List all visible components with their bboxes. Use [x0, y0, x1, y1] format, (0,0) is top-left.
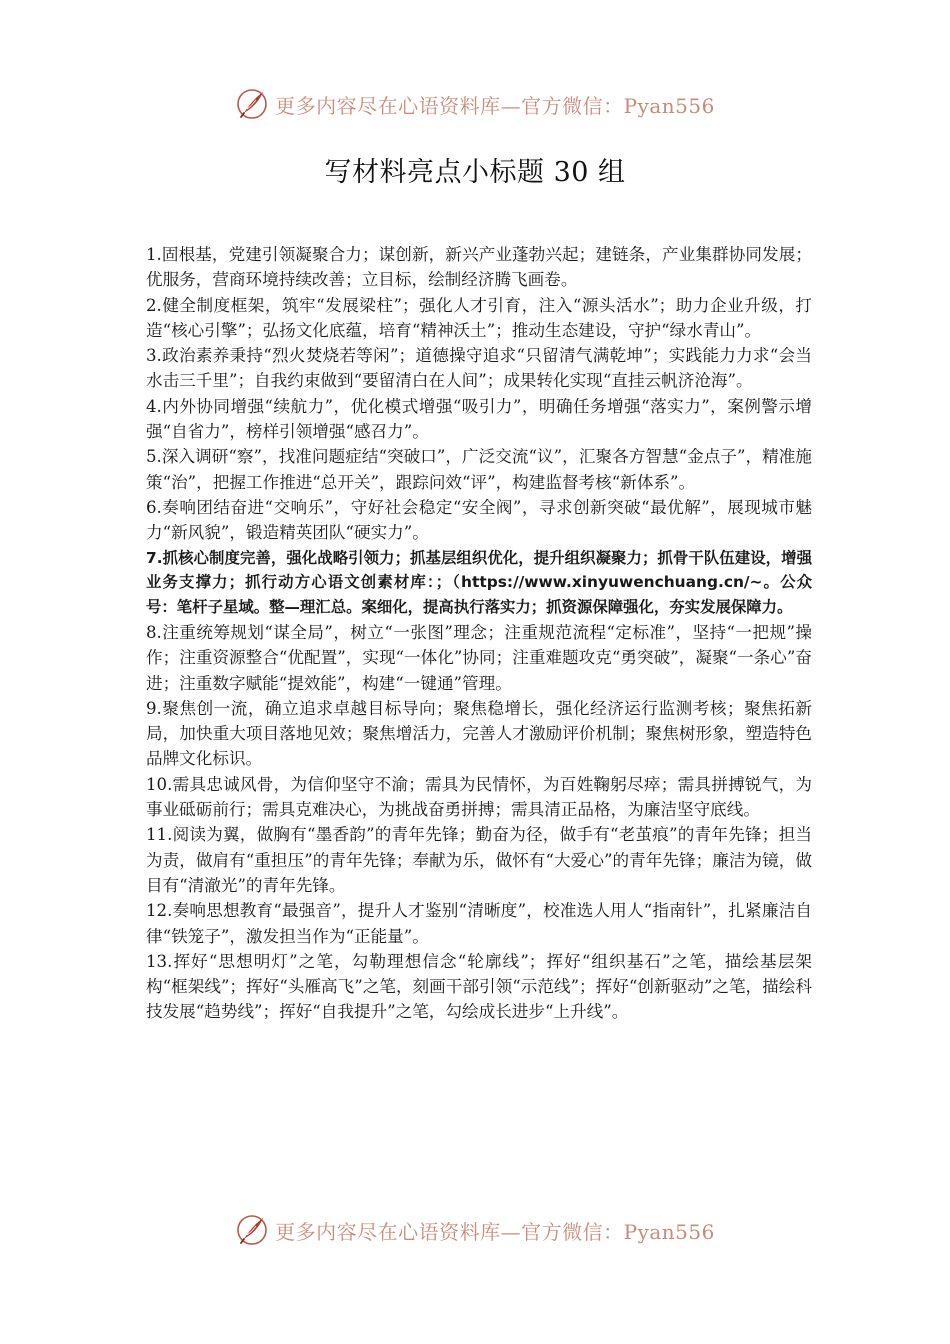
quill-pen-logo-icon: [235, 1213, 269, 1247]
paragraph-9: 9.聚焦创一流，确立追求卓越目标导向；聚焦稳增长，强化经济运行监测考核；聚焦拓新局，加快重大项目落地见效；聚焦增活力，完善人才激励评价机制；聚焦树形象，塑造特色品牌文化标识。: [146, 698, 812, 769]
page-title: 写材料亮点小标题 30 组: [324, 157, 626, 188]
document-body: [146, 242, 812, 1025]
paragraph-3: 3.政治素养秉持“烈火焚烧若等闲”；道德操守追求“只留清气满乾坤”；实践能力力求“会当水击三千里”；自我约束做到“要留清白在人间”；成果转化实现“直挂云帆济沧海”。: [146, 346, 812, 391]
footer-banner-text: 更多内容尽在心语资料库—官方微信：Pyan556: [275, 1219, 715, 1244]
paragraph-6: 6.奏响团结奋进“交响乐”，守好社会稳定“安全阀”，寻求创新突破“最优解”，展现城市魅力“新风貌”，锻造精英团队“硬实力”。: [146, 497, 812, 543]
footer-banner: [0, 1210, 950, 1250]
header-banner-text: 更多内容尽在心语资料库—官方微信：Pyan556: [275, 93, 715, 118]
paragraph-1: 1.固根基，党建引领凝聚合力；谋创新，新兴产业蓬勃兴起；建链条，产业集群协同发展；优服务，营商环境持续改善；立目标，绘制经济腾飞画卷。: [146, 245, 812, 290]
quill-pen-logo-icon: [235, 87, 269, 121]
paragraph-11: 11.阅读为翼，做胸有“墨香韵”的青年先锋；勤奋为径，做手有“老茧痕”的青年先锋；担当为责，做肩有“重担压”的青年先锋；奉献为乐，做怀有“大爱心”的青年先锋；廉洁为镜，做目有“清澈光”的青年先锋。: [146, 825, 812, 895]
header-banner: [0, 84, 950, 124]
paragraph-5: 5.深入调研“察”，找准问题症结“突破口”，广泛交流“议”，汇聚各方智慧“金点子”，精准施策“治”，把握工作推进“总开关”，跟踪问效“评”，构建监督考核“新体系”。: [146, 447, 812, 492]
paragraph-8: 8.注重统筹规划“谋全局”，树立“一张图”理念；注重规范流程“定标准”，坚持“一把规”操作；注重资源整合“优配置”，实现“一体化”协同；注重难题攻克“勇突破”，凝聚“一条心”奋进；注重数字赋能“提效能”，构建“一键通”管理。: [146, 622, 812, 693]
paragraph-13: 13.挥好“思想明灯”之笔，勾勒理想信念“轮廓线”；挥好“组织基石”之笔，描绘基层架构“框架线”；挥好“头雁高飞”之笔，刻画干部引领“示范线”；挥好“创新驱动”之笔，描绘科技发展“趋势线”；挥好“自我提升”之笔，勾绘成长进步“上升线”。: [146, 951, 812, 1022]
paragraph-4: 4.内外协同增强“续航力”，优化模式增强“吸引力”，明确任务增强“落实力”，案例警示增强“自省力”，榜样引领增强“感召力”。: [146, 396, 812, 442]
paragraph-10: 10.需具忠诚风骨，为信仰坚守不渝；需具为民情怀，为百姓鞠躬尽瘁；需具拼搏锐气，为事业砥砺前行；需具克难决心，为挑战奋勇拼搏；需具清正品格，为廉洁坚守底线。: [146, 774, 812, 820]
paragraph-12: 12.奏响思想教育“最强音”，提升人才鉴别“清晰度”，校准选人用人“指南针”，扎紧廉洁自律“铁笼子”，激发担当作为“正能量”。: [146, 901, 812, 946]
paragraph-2: 2.健全制度框架，筑牢“发展梁柱”；强化人才引育，注入“源头活水”；助力企业升级，打造“核心引擎”；弘扬文化底蕴，培育“精神沃土”；推动生态建设，守护“绿水青山”。: [146, 295, 812, 340]
paragraph-7: 7.抓核心制度完善，强化战略引领力；抓基层组织优化，提升组织凝聚力；抓骨干队伍建设，增强业务支撑力；抓行动方心语文创素材库：；（https://www.xinyuwenchuang.cn/~。公众号：笔杆子星域。整—理汇总。案细化，提高执行落实力；抓资源保障强化，夯实发展保障力。: [146, 548, 812, 617]
